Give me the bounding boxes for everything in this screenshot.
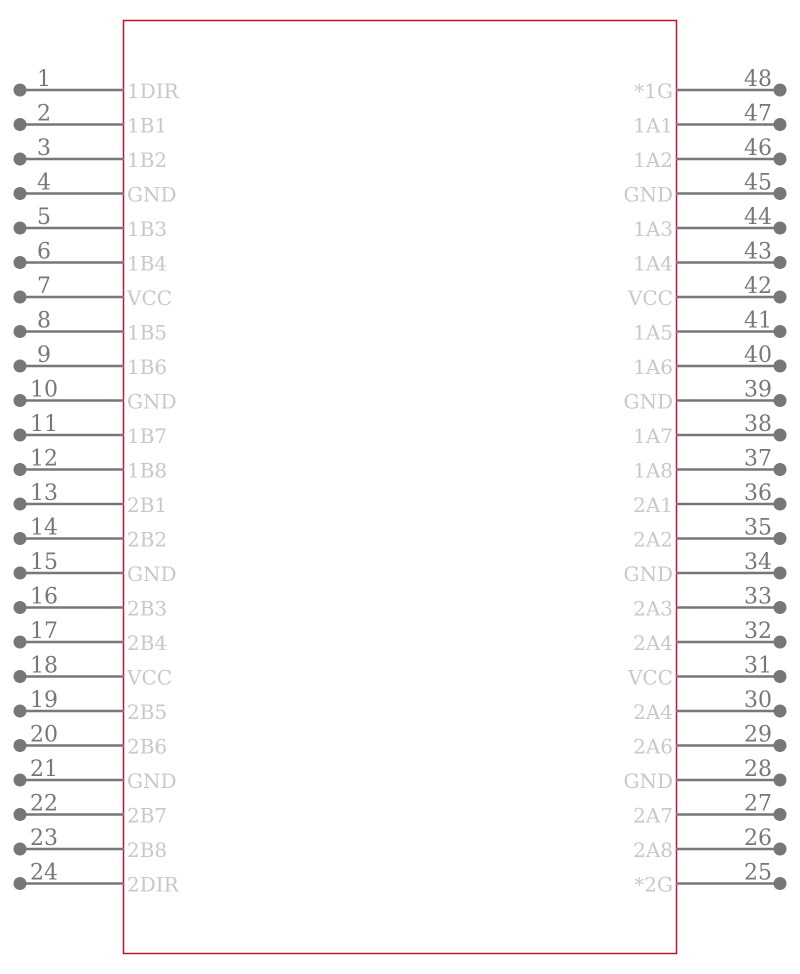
right-pin-group bbox=[623, 67, 786, 897]
pin-number: 30 bbox=[744, 688, 772, 713]
pin-46 bbox=[633, 136, 786, 172]
pin-endpoint-dot bbox=[774, 291, 787, 304]
pin-endpoint-dot bbox=[774, 394, 787, 407]
pin-name-label: 2DIR bbox=[127, 872, 179, 897]
pin-endpoint-dot bbox=[774, 601, 787, 614]
pin-45 bbox=[623, 171, 786, 207]
pin-number: 48 bbox=[744, 67, 772, 92]
pin-name-label: 2B6 bbox=[127, 734, 168, 759]
pin-38 bbox=[633, 412, 786, 448]
pin-endpoint-dot bbox=[774, 498, 787, 511]
pin-number: 21 bbox=[30, 757, 58, 782]
pin-endpoint-dot bbox=[14, 601, 27, 614]
pin-number: 16 bbox=[30, 584, 58, 610]
pin-36 bbox=[633, 481, 786, 517]
pin-7 bbox=[14, 274, 173, 310]
pin-21 bbox=[14, 757, 177, 793]
pin-19 bbox=[14, 688, 168, 724]
pin-27 bbox=[633, 792, 786, 828]
pin-31 bbox=[627, 654, 787, 690]
pin-endpoint-dot bbox=[774, 532, 787, 545]
pin-number: 28 bbox=[744, 757, 772, 782]
pin-name-label: GND bbox=[623, 182, 673, 207]
pin-endpoint-dot bbox=[774, 877, 787, 890]
pin-number: 37 bbox=[744, 446, 772, 472]
pin-name-label: *1G bbox=[634, 79, 673, 103]
pin-number: 3 bbox=[37, 136, 51, 161]
pin-endpoint-dot bbox=[774, 256, 787, 269]
pin-number: 11 bbox=[30, 412, 58, 437]
pin-2 bbox=[14, 102, 168, 138]
pin-name-label: 2B7 bbox=[127, 803, 168, 828]
pin-13 bbox=[14, 481, 168, 517]
pin-name-label: 2B3 bbox=[127, 596, 168, 621]
pin-name-label: 2B5 bbox=[127, 700, 168, 724]
pin-10 bbox=[14, 378, 177, 414]
pin-42 bbox=[627, 274, 787, 310]
ic-body-outline bbox=[124, 21, 677, 954]
pin-name-label: 1B3 bbox=[127, 217, 168, 241]
pin-endpoint-dot bbox=[774, 739, 787, 752]
pin-number: 36 bbox=[744, 481, 772, 506]
pin-name-label: 2B8 bbox=[127, 838, 168, 862]
pin-name-label: 2A4 bbox=[633, 700, 673, 724]
pin-name-label: GND bbox=[127, 182, 177, 207]
pin-name-label: 2A1 bbox=[633, 493, 673, 517]
pin-number: 27 bbox=[744, 791, 772, 817]
pin-name-label: 2A4 bbox=[633, 631, 673, 655]
pin-endpoint-dot bbox=[14, 187, 27, 200]
pin-name-label: 2B4 bbox=[127, 631, 168, 655]
pin-name-label: GND bbox=[127, 769, 177, 793]
pin-29 bbox=[633, 723, 786, 759]
pin-number: 22 bbox=[30, 791, 58, 817]
pin-26 bbox=[633, 826, 786, 862]
pin-name-label: 1A2 bbox=[633, 148, 673, 172]
pin-20 bbox=[14, 723, 168, 759]
pin-name-label: 1A6 bbox=[633, 355, 673, 379]
pin-number: 24 bbox=[30, 860, 58, 886]
pin-name-label: 1B8 bbox=[127, 458, 168, 483]
pin-1 bbox=[14, 67, 180, 103]
pin-endpoint-dot bbox=[14, 532, 27, 545]
pin-endpoint-dot bbox=[774, 463, 787, 476]
pin-endpoint-dot bbox=[14, 153, 27, 166]
pin-endpoint-dot bbox=[14, 429, 27, 442]
pin-number: 19 bbox=[30, 688, 58, 713]
pin-number: 35 bbox=[744, 515, 772, 541]
pin-name-label: VCC bbox=[127, 286, 173, 310]
pin-41 bbox=[633, 309, 786, 345]
pin-name-label: GND bbox=[623, 769, 673, 793]
pin-name-label: VCC bbox=[627, 286, 673, 310]
pin-number: 6 bbox=[37, 239, 51, 265]
pin-number: 12 bbox=[30, 446, 58, 472]
pin-number: 40 bbox=[744, 343, 772, 368]
pin-name-label: 2A2 bbox=[633, 527, 673, 552]
pin-name-label: 2B2 bbox=[127, 527, 168, 552]
pin-endpoint-dot bbox=[14, 325, 27, 338]
pin-endpoint-dot bbox=[774, 360, 787, 373]
pin-endpoint-dot bbox=[14, 739, 27, 752]
pin-number: 9 bbox=[37, 343, 51, 368]
pin-name-label: 2A6 bbox=[633, 734, 673, 759]
pin-endpoint-dot bbox=[14, 222, 27, 235]
pin-number: 4 bbox=[37, 170, 51, 196]
pin-endpoint-dot bbox=[774, 153, 787, 166]
pin-6 bbox=[14, 240, 168, 276]
pin-endpoint-dot bbox=[774, 843, 787, 856]
pin-name-label: 2A3 bbox=[633, 596, 673, 621]
pin-number: 45 bbox=[744, 170, 772, 196]
pin-name-label: 1A7 bbox=[633, 424, 673, 448]
pin-endpoint-dot bbox=[774, 670, 787, 683]
pin-11 bbox=[14, 412, 168, 448]
pin-24 bbox=[14, 861, 180, 897]
pin-name-label: VCC bbox=[127, 665, 173, 690]
pin-number: 14 bbox=[30, 515, 58, 541]
pin-16 bbox=[14, 585, 168, 621]
pin-number: 15 bbox=[30, 550, 58, 575]
pin-number: 38 bbox=[744, 412, 772, 437]
pin-name-label: 1A4 bbox=[633, 251, 673, 276]
left-pin-group bbox=[14, 67, 180, 897]
pin-number: 44 bbox=[744, 205, 772, 230]
pin-endpoint-dot bbox=[14, 670, 27, 683]
pin-endpoint-dot bbox=[774, 808, 787, 821]
pin-name-label: *2G bbox=[634, 872, 673, 897]
pin-endpoint-dot bbox=[14, 636, 27, 649]
pin-47 bbox=[633, 102, 786, 138]
pin-number: 39 bbox=[744, 377, 772, 403]
pin-name-label: GND bbox=[127, 562, 177, 586]
pin-name-label: 1B4 bbox=[127, 251, 168, 276]
pin-40 bbox=[633, 343, 786, 379]
pin-39 bbox=[623, 378, 786, 414]
pin-name-label: GND bbox=[127, 389, 177, 414]
pin-34 bbox=[623, 550, 786, 586]
pin-number: 5 bbox=[37, 205, 51, 230]
pin-endpoint-dot bbox=[14, 256, 27, 269]
pin-33 bbox=[633, 585, 786, 621]
pin-number: 17 bbox=[30, 619, 58, 644]
pin-9 bbox=[14, 343, 168, 379]
pin-number: 1 bbox=[37, 67, 51, 92]
pin-number: 42 bbox=[744, 274, 772, 299]
pin-4 bbox=[14, 171, 177, 207]
pin-8 bbox=[14, 309, 168, 345]
pin-name-label: 2A8 bbox=[633, 838, 673, 862]
pin-23 bbox=[14, 826, 168, 862]
pin-endpoint-dot bbox=[774, 567, 787, 580]
pin-12 bbox=[14, 447, 168, 483]
pin-endpoint-dot bbox=[774, 325, 787, 338]
pin-number: 41 bbox=[744, 308, 772, 334]
pin-name-label: 1B2 bbox=[127, 148, 168, 172]
pin-22 bbox=[14, 792, 168, 828]
pin-endpoint-dot bbox=[14, 705, 27, 718]
pin-endpoint-dot bbox=[774, 429, 787, 442]
pin-48 bbox=[634, 67, 786, 103]
pin-endpoint-dot bbox=[774, 84, 787, 97]
pin-number: 46 bbox=[744, 136, 772, 161]
pin-name-label: 2B1 bbox=[127, 493, 168, 517]
pin-37 bbox=[633, 447, 786, 483]
pin-number: 26 bbox=[744, 826, 772, 851]
pin-endpoint-dot bbox=[774, 187, 787, 200]
pin-endpoint-dot bbox=[14, 567, 27, 580]
pin-name-label: 1B6 bbox=[127, 355, 168, 379]
pin-14 bbox=[14, 516, 168, 552]
pin-43 bbox=[633, 240, 786, 276]
pin-18 bbox=[14, 654, 173, 690]
pin-number: 47 bbox=[744, 101, 772, 127]
pin-name-label: GND bbox=[623, 562, 673, 586]
pin-endpoint-dot bbox=[774, 705, 787, 718]
pin-endpoint-dot bbox=[14, 843, 27, 856]
pin-name-label: GND bbox=[623, 389, 673, 414]
pin-number: 31 bbox=[744, 653, 772, 679]
pin-endpoint-dot bbox=[774, 118, 787, 131]
pin-endpoint-dot bbox=[14, 774, 27, 787]
pin-name-label: 1B1 bbox=[127, 113, 168, 138]
pin-endpoint-dot bbox=[14, 118, 27, 131]
pin-endpoint-dot bbox=[14, 84, 27, 97]
pin-name-label: 2A7 bbox=[633, 803, 673, 828]
pin-number: 23 bbox=[30, 826, 58, 851]
pin-number: 18 bbox=[30, 653, 58, 679]
pin-35 bbox=[633, 516, 786, 552]
pin-endpoint-dot bbox=[14, 291, 27, 304]
pin-17 bbox=[14, 619, 168, 655]
pin-endpoint-dot bbox=[14, 808, 27, 821]
pin-name-label: VCC bbox=[627, 665, 673, 690]
pin-number: 7 bbox=[37, 274, 51, 299]
pin-30 bbox=[633, 688, 786, 724]
pin-endpoint-dot bbox=[14, 360, 27, 373]
pin-number: 33 bbox=[744, 584, 772, 610]
pin-number: 29 bbox=[744, 722, 772, 748]
pin-name-label: 1A3 bbox=[633, 217, 673, 241]
pin-name-label: 1A1 bbox=[633, 113, 673, 138]
pin-endpoint-dot bbox=[774, 636, 787, 649]
pin-number: 2 bbox=[37, 101, 51, 127]
pin-name-label: 1A5 bbox=[633, 320, 673, 345]
pin-number: 32 bbox=[744, 619, 772, 644]
pin-number: 8 bbox=[37, 308, 51, 334]
pin-number: 20 bbox=[30, 722, 58, 748]
pin-endpoint-dot bbox=[14, 394, 27, 407]
pin-25 bbox=[634, 861, 786, 897]
pin-32 bbox=[633, 619, 786, 655]
pin-28 bbox=[623, 757, 786, 793]
pin-number: 34 bbox=[744, 550, 772, 575]
pin-number: 43 bbox=[744, 239, 772, 265]
pin-number: 13 bbox=[30, 481, 58, 506]
pin-44 bbox=[633, 205, 786, 241]
pin-15 bbox=[14, 550, 177, 586]
pin-3 bbox=[14, 136, 168, 172]
pin-name-label: 1DIR bbox=[127, 79, 179, 103]
pin-endpoint-dot bbox=[14, 498, 27, 511]
pin-endpoint-dot bbox=[14, 463, 27, 476]
pin-name-label: 1B7 bbox=[127, 424, 168, 448]
pin-5 bbox=[14, 205, 168, 241]
pin-endpoint-dot bbox=[774, 774, 787, 787]
pin-endpoint-dot bbox=[14, 877, 27, 890]
pin-name-label: 1B5 bbox=[127, 320, 168, 345]
pin-number: 10 bbox=[30, 377, 58, 403]
pin-name-label: 1A8 bbox=[633, 458, 673, 483]
pin-number: 25 bbox=[744, 860, 772, 886]
pin-endpoint-dot bbox=[774, 222, 787, 235]
